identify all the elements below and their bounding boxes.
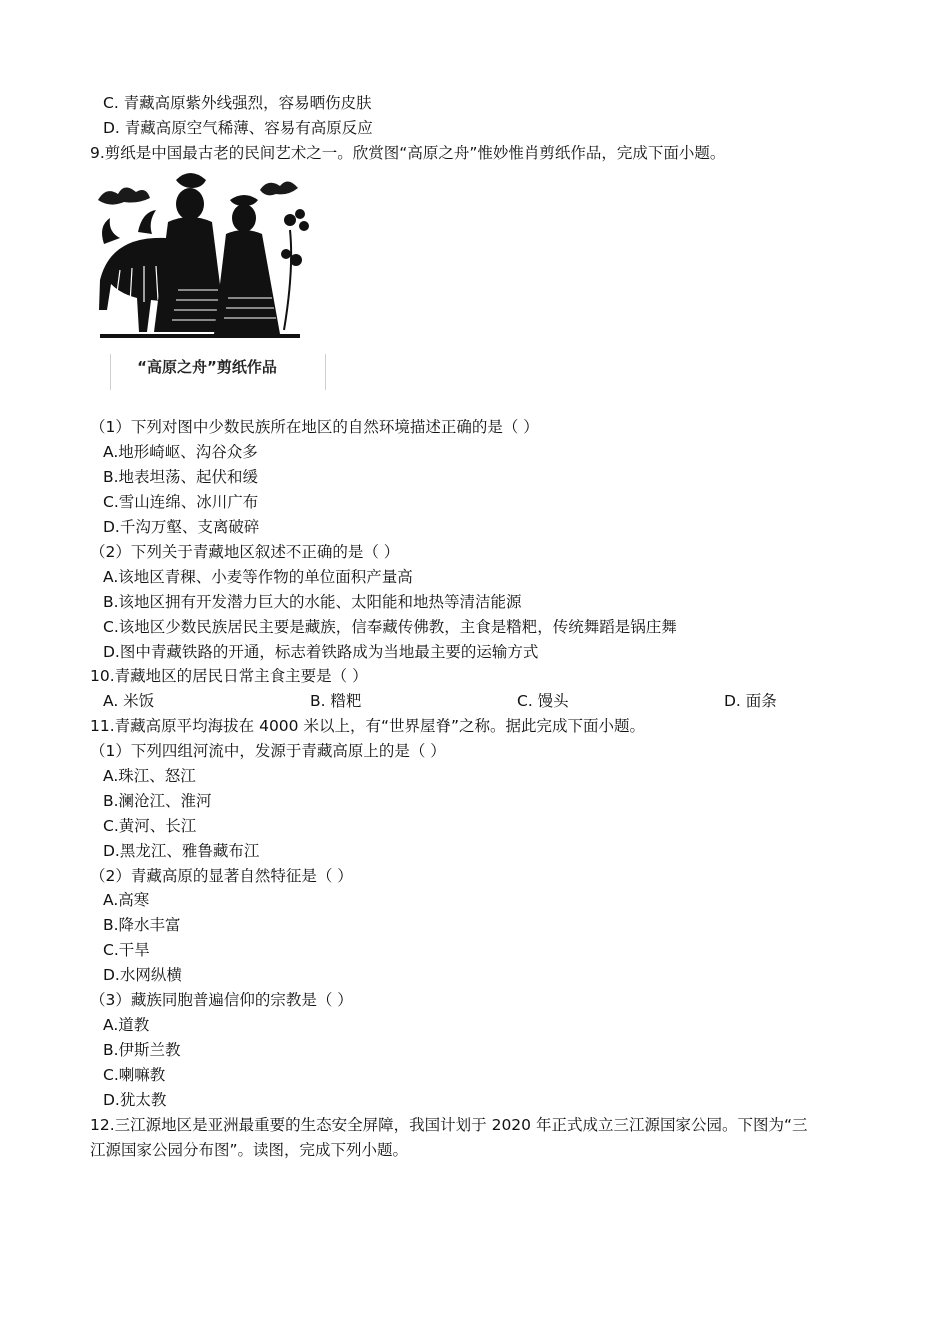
q11-sub3-option-a: A.道教 (103, 1016, 150, 1034)
q8-option-d: D. 青藏高原空气稀薄、容易有高原反应 (103, 119, 373, 137)
q8-option-c: C. 青藏高原紫外线强烈，容易晒伤皮肤 (103, 94, 372, 112)
q11-sub1-option-c: C.黄河、长江 (103, 817, 197, 835)
q11-sub3-option-b: B.伊斯兰教 (103, 1041, 181, 1059)
papercut-figure (90, 170, 324, 390)
q9-stem: 9.剪纸是中国最古老的民间艺术之一。欣赏图“高原之舟”惟妙惟肖剪纸作品，完成下面小题。 (90, 144, 726, 162)
q9-sub1-option-d: D.千沟万壑、支离破碎 (103, 518, 260, 536)
q9-sub2-option-b: B.该地区拥有开发潜力巨大的水能、太阳能和地热等清洁能源 (103, 593, 522, 611)
q9-sub2-option-c: C.该地区少数民族居民主要是藏族，信奉藏传佛教，主食是糌粑，传统舞蹈是锅庄舞 (103, 618, 677, 636)
q11-sub2-option-b: B.降水丰富 (103, 916, 181, 934)
q11-sub2-option-a: A.高寒 (103, 891, 150, 909)
q12-stem-line1: 12.三江源地区是亚洲最重要的生态安全屏障，我国计划于 2020 年正式成立三江源国家公园。下图为“三 (90, 1116, 808, 1134)
q9-sub2-option-a: A.该地区青稞、小麦等作物的单位面积产量高 (103, 568, 413, 586)
q10-option-c: C. 馒头 (517, 692, 569, 710)
q9-sub2-stem: （2）下列关于青藏地区叙述不正确的是（ ） (90, 543, 400, 561)
q11-sub3-stem: （3）藏族同胞普遍信仰的宗教是（ ） (90, 991, 353, 1009)
q11-sub3-option-d: D.犹太教 (103, 1091, 167, 1109)
q11-stem: 11.青藏高原平均海拔在 4000 米以上，有“世界屋脊”之称。据此完成下面小题。 (90, 717, 646, 735)
q11-sub1-option-b: B.澜沧江、淮河 (103, 792, 212, 810)
q10-stem: 10.青藏地区的居民日常主食主要是（ ） (90, 667, 368, 685)
papercut-illustration (90, 170, 324, 350)
q10-option-b: B. 糌粑 (310, 692, 362, 710)
q9-sub1-stem: （1）下列对图中少数民族所在地区的自然环境描述正确的是（ ） (90, 418, 539, 436)
q11-sub2-stem: （2）青藏高原的显著自然特征是（ ） (90, 867, 353, 885)
q11-sub1-stem: （1）下列四组河流中，发源于青藏高原上的是（ ） (90, 742, 446, 760)
figure-caption: “高原之舟”剪纸作品 (137, 358, 277, 376)
q9-sub1-option-a: A.地形崎岖、沟谷众多 (103, 443, 258, 461)
q10-option-d: D. 面条 (724, 692, 777, 710)
q10-option-a: A. 米饭 (103, 692, 155, 710)
q9-sub1-option-c: C.雪山连绵、冰川广布 (103, 493, 259, 511)
q9-sub2-option-d: D.图中青藏铁路的开通，标志着铁路成为当地最主要的运输方式 (103, 643, 539, 661)
q11-sub3-option-c: C.喇嘛教 (103, 1066, 166, 1084)
q12-stem-line2: 江源国家公园分布图”。读图，完成下列小题。 (90, 1141, 409, 1159)
q11-sub1-option-a: A.珠江、怒江 (103, 767, 196, 785)
q11-sub1-option-d: D.黑龙江、雅鲁藏布江 (103, 842, 260, 860)
q9-sub1-option-b: B.地表坦荡、起伏和缓 (103, 468, 259, 486)
q11-sub2-option-c: C.干旱 (103, 941, 150, 959)
q11-sub2-option-d: D.水网纵横 (103, 966, 182, 984)
